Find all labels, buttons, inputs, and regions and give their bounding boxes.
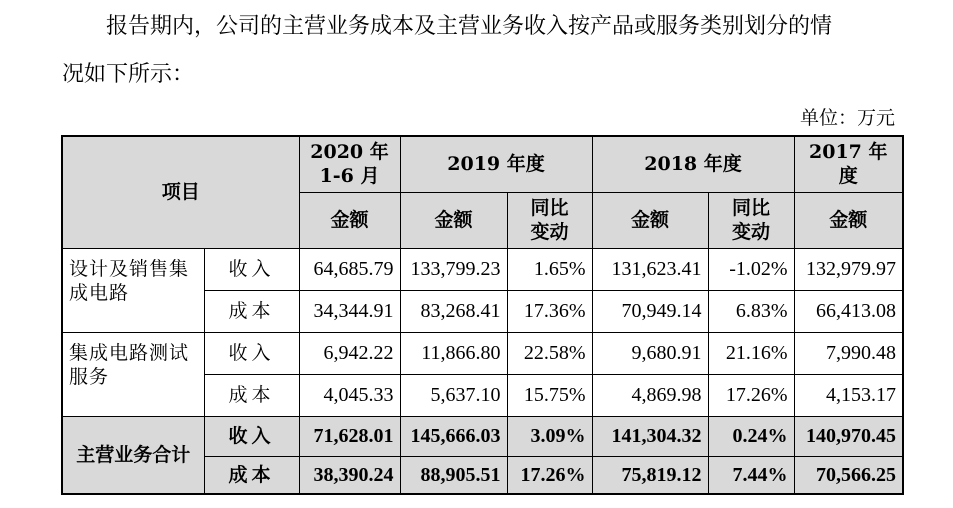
value-2018: 4,869.98 <box>592 374 708 416</box>
header-item: 项目 <box>62 136 299 248</box>
value-2017: 66,413.08 <box>794 290 903 332</box>
table-row <box>62 248 903 290</box>
change-2019: 1.65% <box>507 248 592 290</box>
value-2017: 4,153.17 <box>794 374 903 416</box>
revenue-cost-table <box>61 135 904 495</box>
header-yoy-2019 <box>507 192 592 248</box>
value-2017: 132,979.97 <box>794 248 903 290</box>
header-2020-line-2: 1-6 月 <box>319 165 380 188</box>
value-2019: 5,637.10 <box>400 374 507 416</box>
value-2020: 6,942.22 <box>299 332 400 374</box>
row-type: 成本 <box>204 374 299 416</box>
header-2017: 2017 年度 <box>794 136 903 192</box>
header-yoy-2018-line-1: 同比 <box>732 197 771 219</box>
change-2019: 15.75% <box>507 374 592 416</box>
table-row-total <box>62 416 903 456</box>
value-2020: 4,045.33 <box>299 374 400 416</box>
header-2020 <box>299 136 400 192</box>
change-2018: -1.02% <box>708 248 794 290</box>
change-2018: 7.44% <box>708 456 794 494</box>
category-cell: 集成电路测试服务 <box>62 332 204 416</box>
header-2019: 2019 年度 <box>400 136 592 192</box>
value-2018: 70,949.14 <box>592 290 708 332</box>
header-amount-2020: 金额 <box>299 192 400 248</box>
unit-label: 单位：万元 <box>799 107 895 129</box>
header-amount-2017: 金额 <box>794 192 903 248</box>
change-2018: 21.16% <box>708 332 794 374</box>
value-2018: 141,304.32 <box>592 416 708 456</box>
change-2019: 3.09% <box>507 416 592 456</box>
value-2020: 38,390.24 <box>299 456 400 494</box>
change-2018: 0.24% <box>708 416 794 456</box>
value-2017: 140,970.45 <box>794 416 903 456</box>
value-2018: 75,819.12 <box>592 456 708 494</box>
change-2018: 6.83% <box>708 290 794 332</box>
change-2019: 17.36% <box>507 290 592 332</box>
header-yoy-2019-line-1: 同比 <box>530 197 569 219</box>
category-cell: 设计及销售集成电路 <box>62 248 204 332</box>
header-amount-2018: 金额 <box>592 192 708 248</box>
row-type: 收入 <box>204 332 299 374</box>
table-row <box>62 332 903 374</box>
value-2019: 83,268.41 <box>400 290 507 332</box>
change-2019: 17.26% <box>507 456 592 494</box>
header-2020-line-1: 2020 年 <box>310 141 389 164</box>
value-2019: 133,799.23 <box>400 248 507 290</box>
row-type: 成本 <box>204 456 299 494</box>
value-2017: 7,990.48 <box>794 332 903 374</box>
row-type: 收入 <box>204 416 299 456</box>
change-2019: 22.58% <box>507 332 592 374</box>
value-2020: 34,344.91 <box>299 290 400 332</box>
value-2018: 131,623.41 <box>592 248 708 290</box>
value-2019: 145,666.03 <box>400 416 507 456</box>
header-amount-2019: 金额 <box>400 192 507 248</box>
table-header-row-1 <box>62 136 903 192</box>
value-2017: 70,566.25 <box>794 456 903 494</box>
value-2020: 64,685.79 <box>299 248 400 290</box>
value-2019: 11,866.80 <box>400 332 507 374</box>
header-yoy-2019-line-2: 变动 <box>530 221 569 243</box>
value-2020: 71,628.01 <box>299 416 400 456</box>
category-cell-total: 主营业务合计 <box>62 416 204 494</box>
value-2018: 9,680.91 <box>592 332 708 374</box>
header-2018: 2018 年度 <box>592 136 794 192</box>
row-type: 收入 <box>204 248 299 290</box>
header-yoy-2018-line-2: 变动 <box>732 221 771 243</box>
intro-paragraph-line-2: 况如下所示： <box>62 62 195 87</box>
change-2018: 17.26% <box>708 374 794 416</box>
header-yoy-2018 <box>708 192 794 248</box>
intro-paragraph-line-1: 报告期内，公司的主营业务成本及主营业务收入按产品或服务类别划分的情 <box>106 14 833 39</box>
value-2019: 88,905.51 <box>400 456 507 494</box>
row-type: 成本 <box>204 290 299 332</box>
